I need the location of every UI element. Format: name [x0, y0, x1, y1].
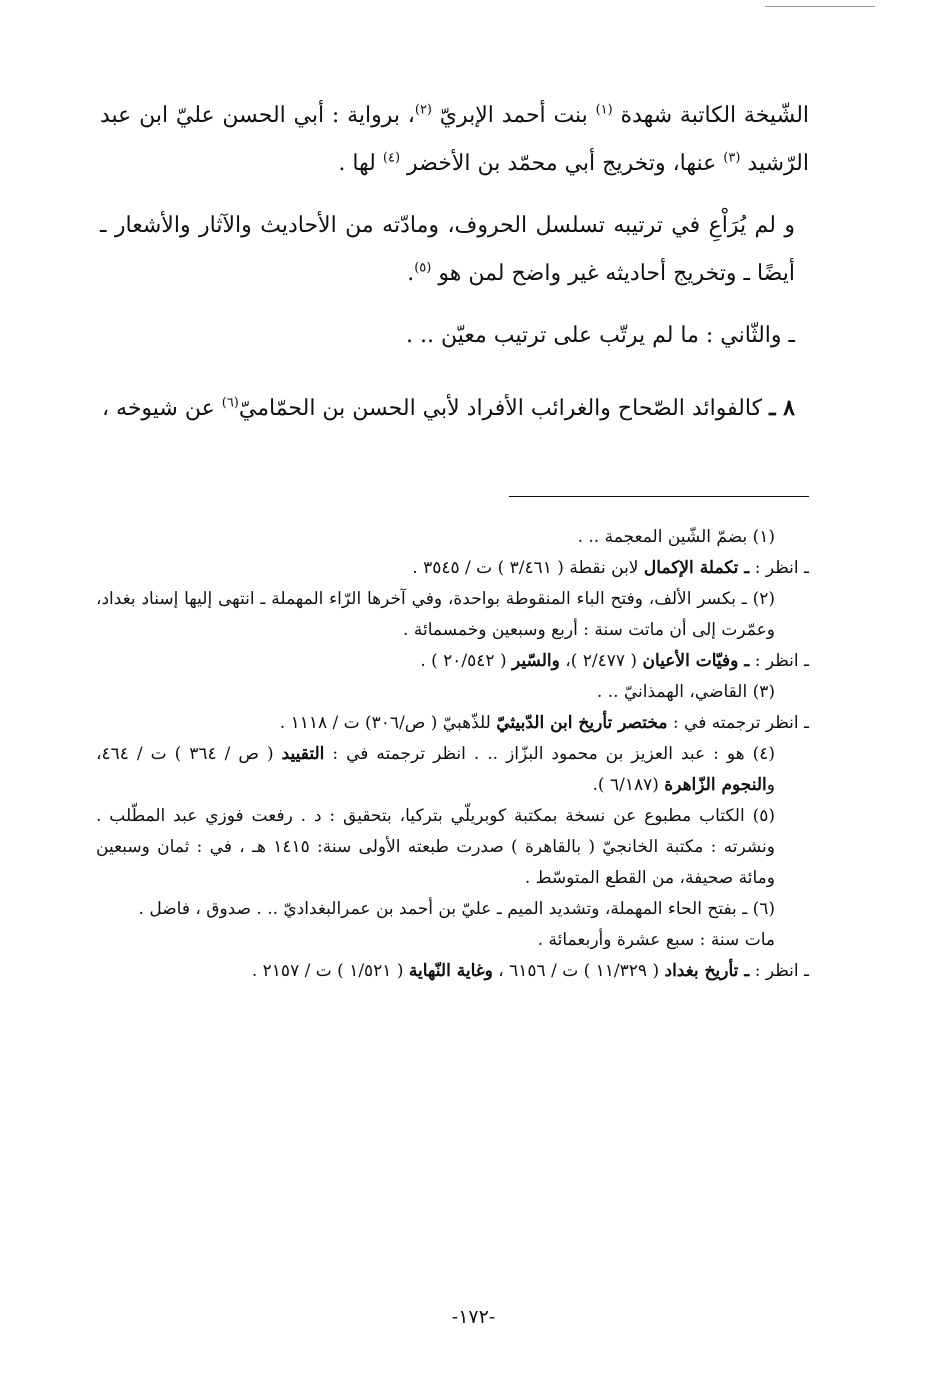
- footnote-marker: (٢): [414, 102, 432, 118]
- footnote-4: [96, 739, 809, 801]
- text-run: (٦/١٨٧ ).: [592, 775, 659, 795]
- footnote-marker: (٦): [221, 395, 239, 411]
- text-run: .: [407, 261, 415, 286]
- text-run: ، برواية : أبي الحسن عليّ: [175, 103, 415, 128]
- text-run: ـ والثّاني : ما لم يرتّب على ترتيب معيّن .. .: [406, 323, 795, 348]
- paragraph-1: [100, 92, 809, 188]
- text-run: للذّهبيّ ( ص/٣٠٦) ت / ١١١٨ .: [279, 713, 491, 733]
- footnote-3: (٣) القاضي، الهمذانيّ .. .: [596, 682, 775, 702]
- footnote-1-ref: [96, 553, 809, 584]
- book-title: مختصر تأريخ ابن الدّبيثيّ: [496, 713, 668, 733]
- text-run: ( ١١/٣٢٩ ) ت / ٦١٥٦ ،: [498, 961, 660, 981]
- book-title: التقييد: [281, 744, 325, 764]
- book-title: والسّير: [512, 651, 560, 671]
- text-run: الشّيخة الكاتبة شهدة: [620, 103, 810, 128]
- text-run: (٤) هو : عبد العزيز بن محمود البزّاز .. . انظر ترجمته في :: [332, 744, 776, 764]
- text-run: عنها، وتخريج أبي محمّد بن الأخضر: [407, 151, 717, 176]
- page-number: -١٧٢-: [451, 1306, 496, 1328]
- footnote-marker: (٤): [382, 150, 401, 166]
- footnote-marker: (١): [595, 102, 613, 118]
- text-run: و لم يُرَاْعِ في ترتيبه تسلسل الحروف، ومادّته من الأحاديث والآثار والأشعار ـ أيضًا ـ وتخريج أحاديثه غير واضح لمن هو: [100, 213, 795, 286]
- paragraph-3: [100, 312, 809, 360]
- text-run: ـ انظر :: [754, 961, 809, 981]
- footnote-3-ref: [96, 708, 809, 739]
- footnote-marker: (٣): [723, 150, 741, 166]
- text-run: ( ٢٠/٥٤٢ ) .: [420, 651, 507, 671]
- book-title: ـ تكملة الإكمال: [643, 558, 750, 578]
- text-run: عن شيوخه ،: [101, 396, 215, 421]
- paragraph-4: [100, 384, 809, 433]
- book-title: ـ تأريخ بغداد: [664, 961, 750, 981]
- book-title: ـ وفيّات الأعيان: [642, 651, 750, 671]
- footnote-6: (٦) ـ بفتح الحاء المهملة، وتشديد الميم ـ عليّ بن أحمد بن عمرالبغداديّ .. . صدوق ، فاضل .: [138, 899, 775, 919]
- book-title: وغاية النّهاية: [408, 961, 493, 981]
- book-title: النجوم الزّاهرة: [664, 775, 767, 795]
- footnotes: [96, 522, 809, 987]
- paragraph-2: [100, 202, 809, 298]
- footnote-1: (١) بضمّ الشّين المعجمة .. .: [577, 527, 775, 547]
- text-run: ابن عبد الرّشيد: [100, 103, 809, 176]
- header-rule: [765, 6, 875, 7]
- text-run: ـ انظر ترجمته في :: [672, 713, 809, 733]
- footnote-separator: [509, 496, 809, 497]
- footnote-6-death: مات سنة : سبع عشرة وأربعمائة .: [537, 930, 775, 950]
- footnote-2-ref: [96, 646, 809, 677]
- footnote-5: (٥) الكتاب مطبوع عن نسخة بمكتبة كوبريلّي بتركيا، بتحقيق : د . رفعت فوزي عبد المطّلب . ونشرته : مكتبة الخانجيّ ( بالقاهرة ) صدرت طبعته الأولى سنة: ١٤١٥ هـ ، في : ثمان وسبعين ومائة صحيفة، من القطع المتوسّط .: [96, 806, 775, 888]
- text-run: كالفوائد الصّحاح والغرائب الأفراد لأبي الحسن بن الحمّاميّ: [238, 396, 763, 421]
- text-run: بنت أحمد الإبريّ: [439, 103, 588, 128]
- text-run: لابن نقطة ( ٣/٤٦١ ) ت / ٣٥٤٥ .: [412, 558, 639, 578]
- footnote-marker: (٥): [414, 260, 432, 276]
- footnote-2: (٢) ـ بكسر الألف، وفتح الباء المنقوطة بواحدة، وفي آخرها الرّاء المهملة ـ انتهى إليها إسناد بغداد، وعمّرت إلى أن ماتت سنة : أربع وسبعين وخمسمائة .: [96, 589, 775, 640]
- text-run: ( ٢/٤٧٧ )،: [565, 651, 638, 671]
- text-run: ـ انظر :: [754, 558, 809, 578]
- main-text: [100, 92, 809, 433]
- text-run: ـ انظر :: [754, 651, 809, 671]
- footnote-6-ref: [96, 956, 809, 987]
- item-number: ٨ ـ: [769, 395, 795, 421]
- text-run: ( ص / ٣٦٤ ) ت / ٤٦٤، و: [96, 744, 775, 795]
- text-run: ( ١/٥٢١ ) ت / ٢١٥٧ .: [251, 961, 404, 981]
- text-run: لها .: [338, 151, 376, 176]
